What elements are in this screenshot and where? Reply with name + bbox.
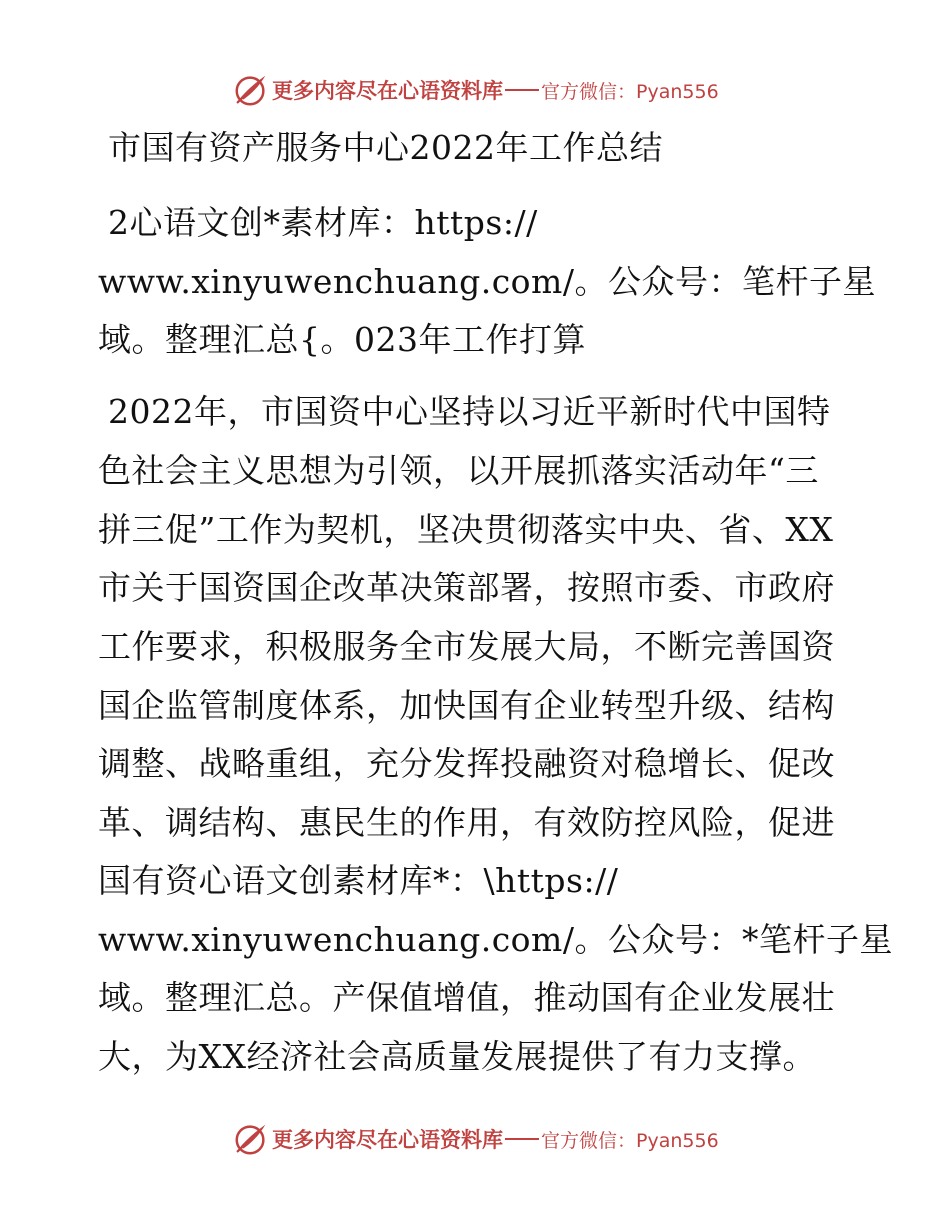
- body-line: 2022年，市国资中心坚持以习近平新时代中国特: [108, 392, 831, 431]
- body-line: 大，为XX经济社会高质量发展提供了有力支撑。: [98, 1037, 816, 1076]
- body-line: 色社会主义思想为引领，以开展抓落实活动年“三: [98, 451, 819, 490]
- banner-slogan: 更多内容尽在心语资料库: [272, 78, 503, 103]
- body-line: 国企监管制度体系，加快国有企业转型升级、结构: [98, 686, 835, 725]
- body-line: 工作要求，积极服务全市发展大局，不断完善国资: [98, 627, 835, 666]
- body-line: 市关于国资国企改革决策部署，按照市委、市政府: [98, 568, 835, 607]
- body-line: 调整、战略重组，充分发挥投融资对稳增长、促改: [98, 744, 835, 783]
- header-banner: [232, 70, 719, 110]
- quill-pen-logo-icon: [232, 1120, 270, 1158]
- intro-line: www.xinyuwenchuang.com/。公众号：笔杆子星: [98, 262, 876, 301]
- quill-pen-logo-icon: [232, 71, 270, 109]
- intro-line: 2心语文创*素材库：https://: [108, 203, 538, 242]
- footer-banner: [232, 1119, 719, 1159]
- banner-slogan: 更多内容尽在心语资料库: [272, 1127, 503, 1152]
- banner-dash: [505, 1138, 539, 1140]
- page-title: 市国有资产服务中心2022年工作总结: [108, 128, 663, 167]
- banner-dash: [505, 89, 539, 91]
- body-line: www.xinyuwenchuang.com/。公众号：*笔杆子星: [98, 920, 893, 959]
- body-line: 域。整理汇总。产保值增值，推动国有企业发展壮: [98, 978, 835, 1017]
- body-line: 革、调结构、惠民生的作用，有效防控风险，促进: [98, 803, 835, 842]
- body-line: 国有资心语文创素材库*：\https://: [98, 861, 619, 900]
- banner-contact: 官方微信：Pyan556: [541, 1129, 719, 1152]
- banner-contact: 官方微信：Pyan556: [541, 80, 719, 103]
- intro-line: 域。整理汇总{。023年工作打算: [98, 320, 586, 359]
- body-line: 拼三促”工作为契机，坚决贯彻落实中央、省、XX: [98, 510, 834, 549]
